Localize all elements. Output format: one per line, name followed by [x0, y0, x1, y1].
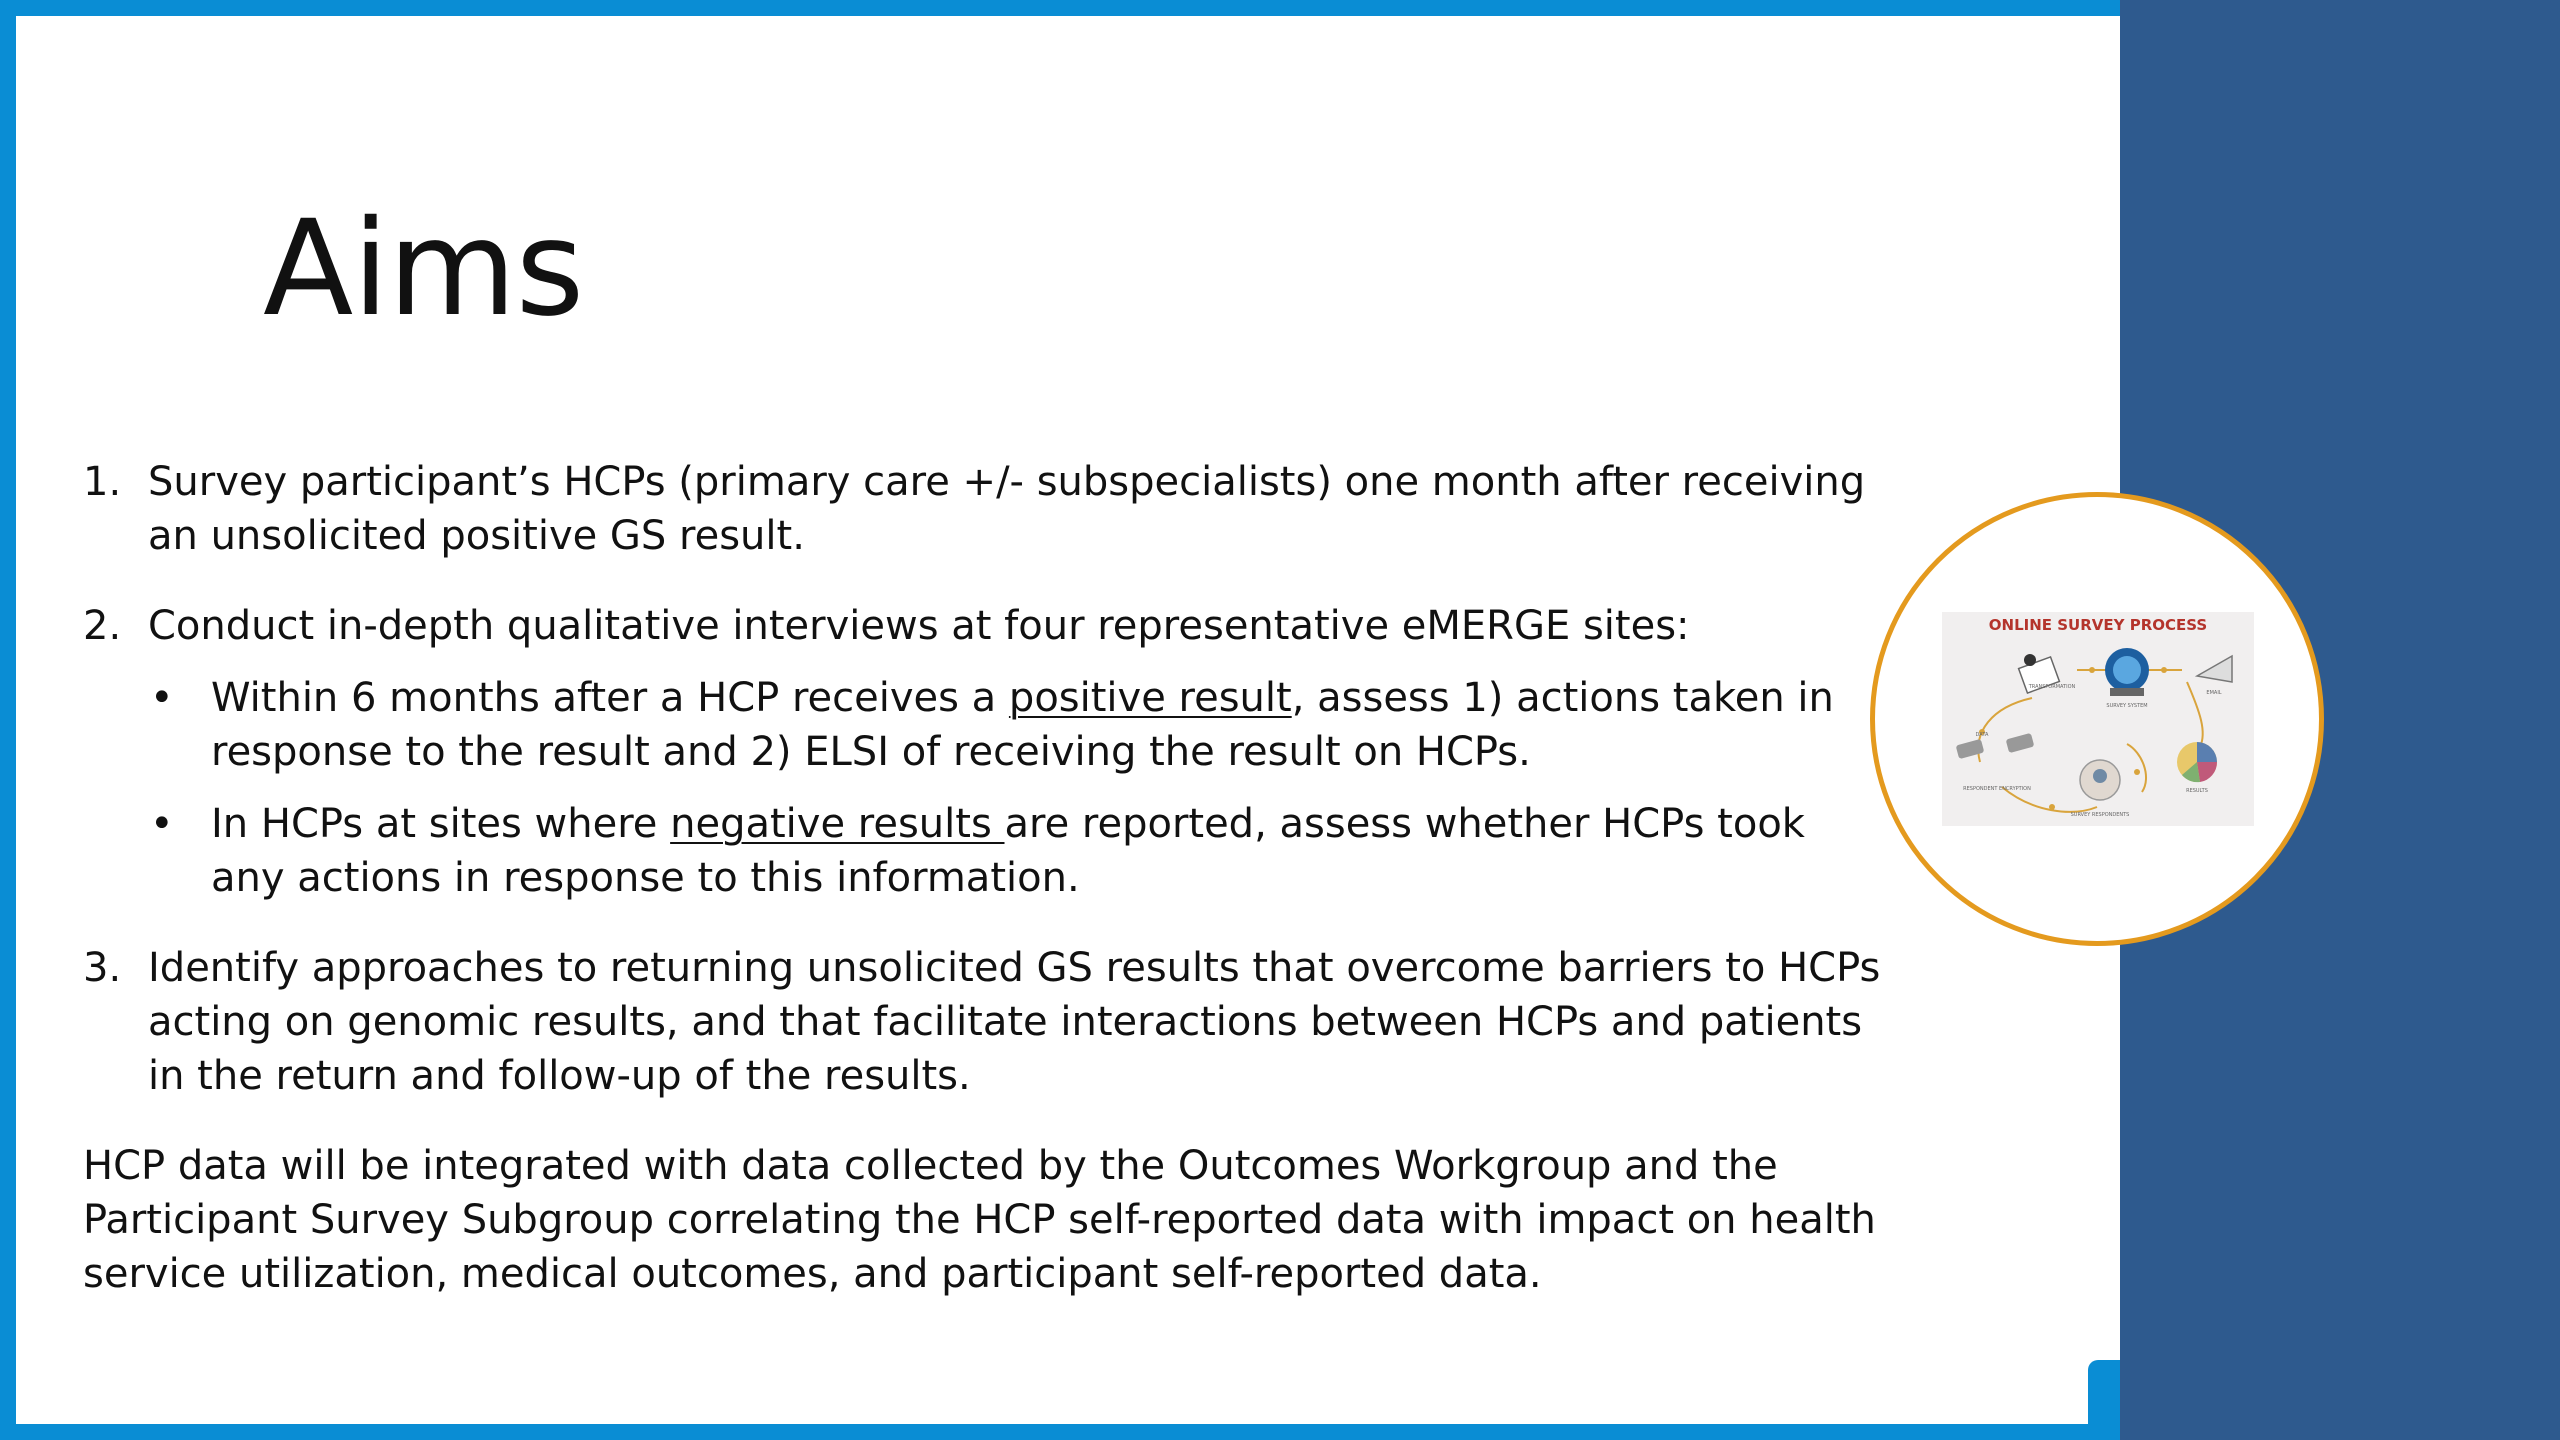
bullet-icon: •: [150, 801, 174, 847]
sub-item-positive: [148, 671, 1883, 779]
closing-paragraph: HCP data will be integrated with data collected by the Outcomes Workgroup and the Participant Survey Subgroup correlating the HCP self-reported data with impact on health service utilization, medical outcomes, and participant self-reported data.: [83, 1143, 1876, 1297]
slide-title: Aims: [263, 192, 584, 346]
pie-chart-icon: [2177, 742, 2217, 782]
thumbnail-label: EMAIL: [2206, 690, 2222, 696]
sub-item-text: [211, 797, 1883, 905]
aim-number: 1.: [83, 459, 122, 505]
aim-2-sublist: [148, 671, 1883, 905]
aim-item-2: [83, 599, 1883, 905]
aim-text: Survey participant’s HCPs (primary care +/- subspecialists) one month after receiving an unsolicited positive GS result.: [148, 459, 1866, 559]
sub-item-text-tail: are reported, assess whether HCPs took any actions in response to this information.: [211, 801, 1805, 901]
frame-top-bar: [0, 0, 2120, 16]
aim-item-1: [83, 455, 1883, 563]
aims-content: [83, 455, 1883, 1301]
sub-item-text-lead: Within 6 months after a HCP receives a: [211, 675, 1009, 721]
sub-item-text-lead: In HCPs at sites where: [211, 801, 671, 847]
thumbnail-label: RESPONDENT ENCRYPTION: [1963, 786, 2031, 792]
aim-item-3: [83, 941, 1883, 1103]
aim-text: Identify approaches to returning unsolicited GS results that overcome barriers to HCPs acting on genomic results, and that facilitate interactions between HCPs and patients in the return and follow-up of the results.: [148, 945, 1881, 1099]
sub-item-text: [211, 671, 1883, 779]
aim-text: Conduct in-depth qualitative interviews at four representative eMERGE sites:: [148, 603, 1690, 649]
computer-icon: [2105, 648, 2149, 696]
thumbnail-label: DATA: [1975, 732, 1989, 738]
thumbnail-label: SURVEY RESPONDENTS: [2070, 812, 2130, 818]
survey-process-image: [1942, 612, 2254, 826]
sub-item-text-tail: , assess 1) actions taken in response to the result and 2) ELSI of receiving the result on HCPs.: [211, 675, 1834, 775]
aim-number: 3.: [83, 945, 122, 991]
aim-item-2-row: [83, 599, 1883, 653]
respondents-icon: [2080, 760, 2120, 800]
thumbnail-label: RESULTS: [2186, 788, 2208, 794]
thumbnail-title: ONLINE SURVEY PROCESS: [1988, 616, 2208, 634]
bullet-icon: •: [150, 675, 174, 721]
thumbnail-label: SURVEY SYSTEM: [2106, 703, 2148, 709]
sub-item-underlined: positive result: [1008, 675, 1292, 721]
frame-left-bar: [0, 0, 16, 1440]
frame-bottom-bar: [0, 1424, 2120, 1440]
aim-number: 2.: [83, 603, 122, 649]
sub-item-negative: [148, 797, 1883, 905]
thumbnail-label: TRANSFORMATION: [2028, 684, 2076, 690]
sub-item-underlined: negative results: [670, 801, 1005, 847]
